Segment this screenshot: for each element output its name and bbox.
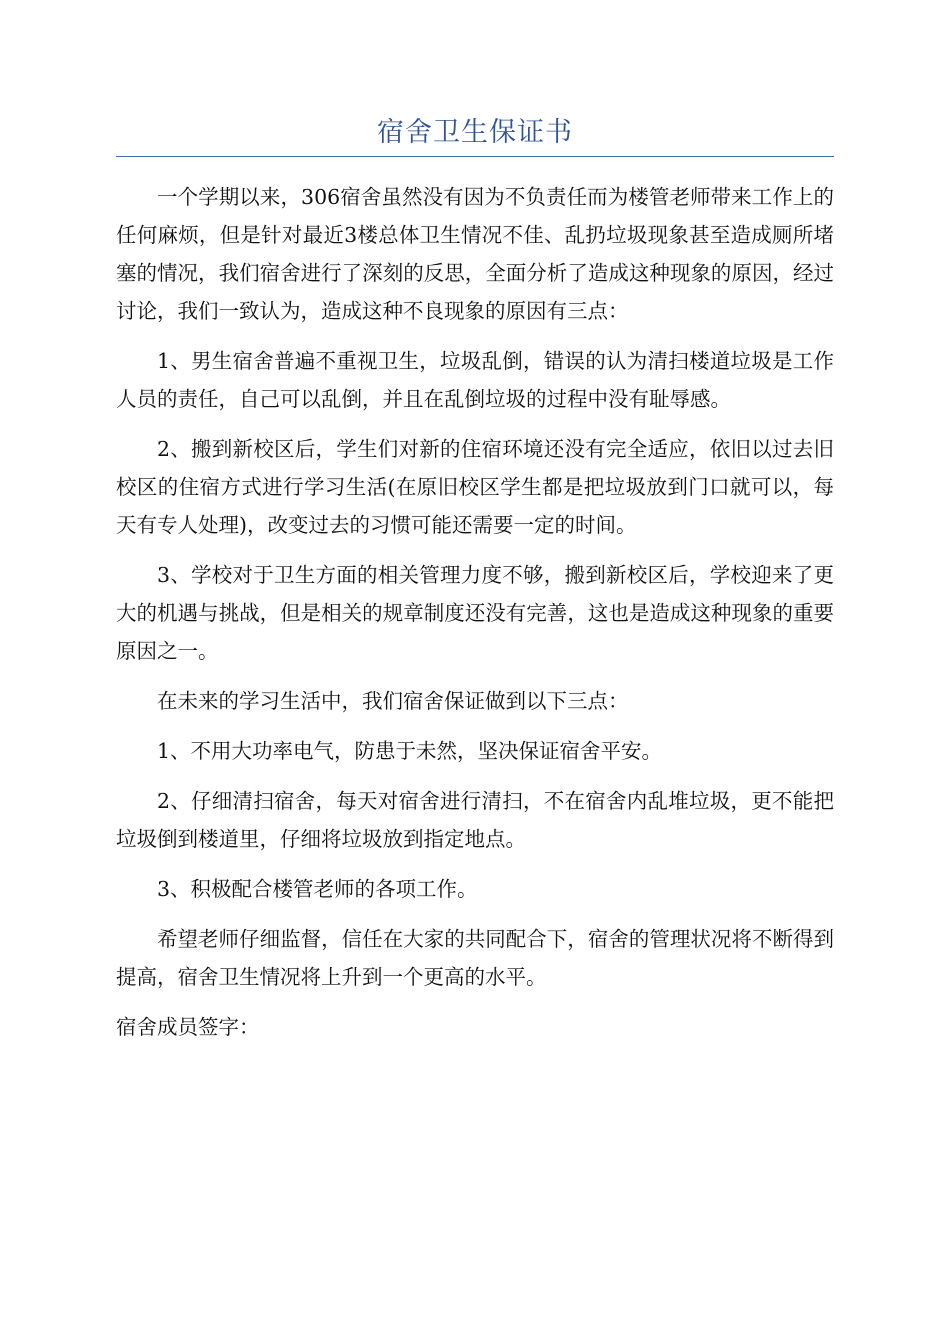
page-title: 宿舍卫生保证书 (377, 117, 573, 148)
paragraph-reason-3: 3、学校对于卫生方面的相关管理力度不够，搬到新校区后，学校迎来了更大的机遇与挑战，但是相关的规章制度还没有完善，这也是造成这种现象的重要原因之一。 (116, 563, 834, 663)
paragraph-reason-1: 1、男生宿舍普遍不重视卫生，垃圾乱倒，错误的认为清扫楼道垃圾是工作人员的责任，自己可以乱倒，并且在乱倒垃圾的过程中没有耻辱感。 (116, 349, 834, 411)
paragraph-closing: 希望老师仔细监督，信任在大家的共同配合下，宿舍的管理状况将不断得到提高，宿舍卫生情况将上升到一个更高的水平。 (116, 927, 834, 989)
document-page (116, 0, 834, 1344)
paragraph-intro: 一个学期以来，306宿舍虽然没有因为不负责任而为楼管老师带来工作上的任何麻烦，但是针对最近3楼总体卫生情况不佳、乱扔垃圾现象甚至造成厕所堵塞的情况，我们宿舍进行了深刻的反思，全面分析了造成这种现象的原因，经过讨论，我们一致认为，造成这种不良现象的原因有三点： (116, 185, 834, 323)
paragraph-pledge-2: 2、仔细清扫宿舍，每天对宿舍进行清扫，不在宿舍内乱堆垃圾，更不能把垃圾倒到楼道里，仔细将垃圾放到指定地点。 (116, 789, 834, 851)
document-body (116, 178, 834, 1058)
paragraph-pledge-intro: 在未来的学习生活中，我们宿舍保证做到以下三点： (157, 689, 629, 713)
signature-label: 宿舍成员签字： (116, 1015, 260, 1039)
paragraph-reason-2: 2、搬到新校区后，学生们对新的住宿环境还没有完全适应，依旧以过去旧校区的住宿方式进行学习生活(在原旧校区学生都是把垃圾放到门口就可以，每天有专人处理)，改变过去的习惯可能还需要一定的时间。 (116, 437, 834, 537)
paragraph-pledge-3: 3、积极配合楼管老师的各项工作。 (157, 877, 478, 901)
title-underline (116, 112, 834, 157)
paragraph-pledge-1: 1、不用大功率电气，防患于未然，坚决保证宿舍平安。 (157, 739, 663, 763)
